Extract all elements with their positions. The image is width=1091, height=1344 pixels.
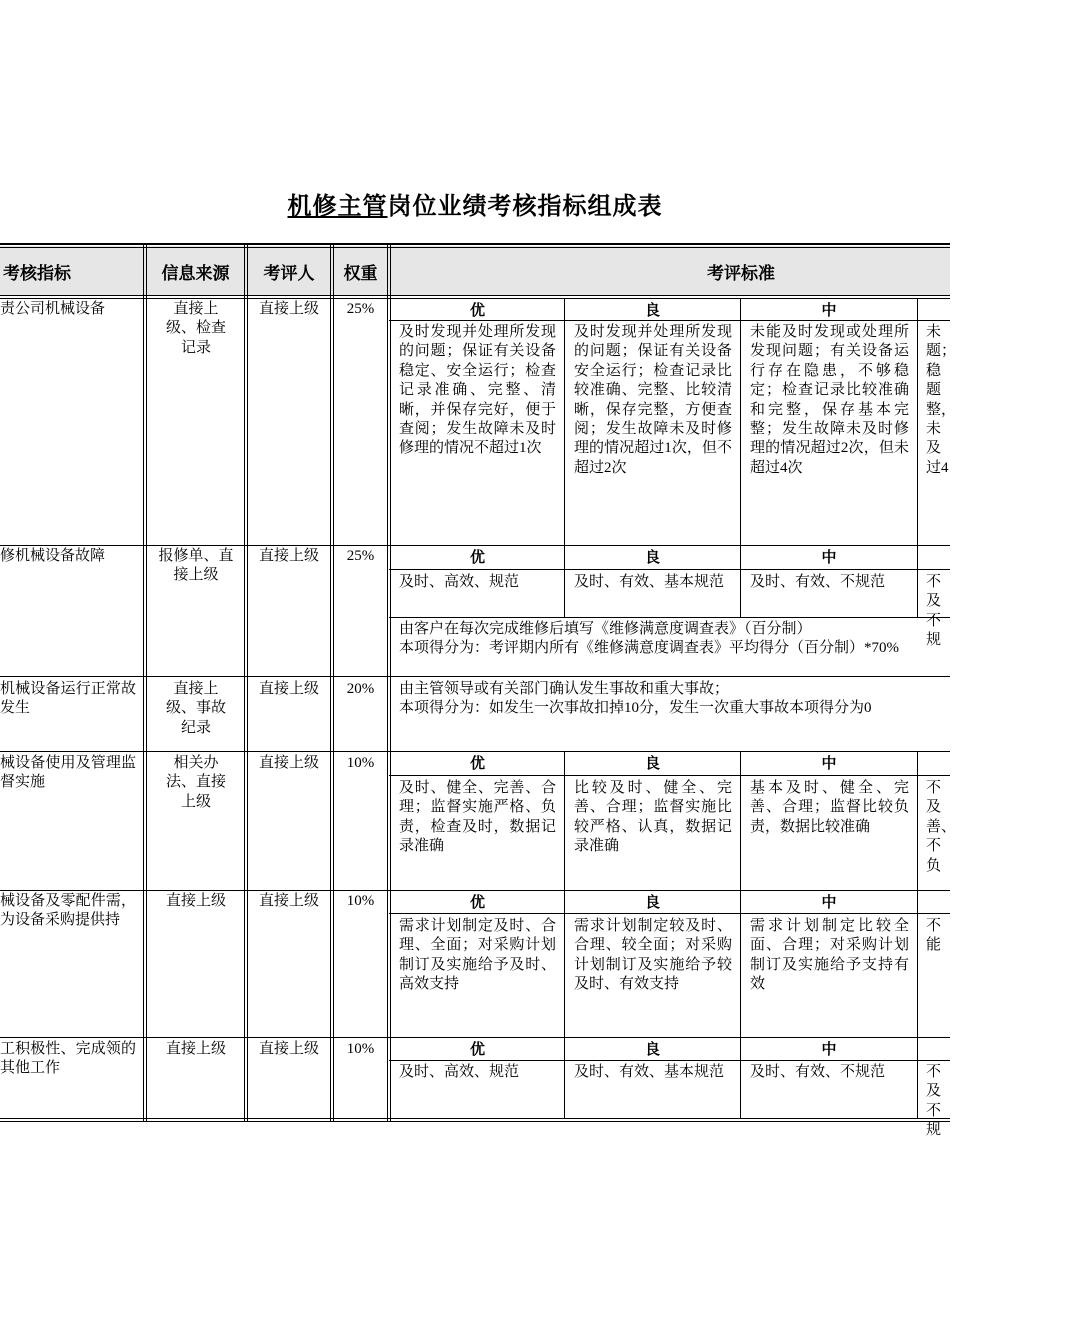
grade-header-line [389,569,950,570]
criteria-poor: 不及 不规 [926,1064,942,1139]
grade-good: 良 [644,754,660,772]
column-divider [146,243,147,1122]
grade-good: 良 [644,1040,660,1058]
grade-divider [917,890,918,1037]
grade-divider [564,298,565,545]
note-line: 由客户在每次完成维修后填写《维修满意度调查表》（百分制） [399,621,812,637]
note-line: 本项得分为：考评期内所有《维修满意度调查表》平均得分（百分制）*70% [399,640,899,656]
note-line: 由主管领导或有关部门确认发生事故和重大事故； [399,681,730,697]
row-weight: 20% [346,681,375,697]
criteria-average: 未能及时发现或处理所发现问题；有关设备运行存在隐患，不够稳定；检查记录比较准确和完整，保存基本完整；发生故障未及时修理的情况超过2次，但未超过4次 [750,324,909,476]
grade-good: 良 [644,893,660,911]
criteria-good: 及时、有效、基本规范 [574,1064,725,1080]
criteria-poor: 不及 善、 不负 [926,780,957,874]
criteria-good: 需求计划制定较及时、合理、较全面；对采购计划制订及实施给予较及时、有效支持 [574,918,732,993]
title-rest: 岗位业绩考核指标组成表 [387,192,663,220]
column-divider [387,243,388,1122]
row-indicator: 械设备使用及管理监督实施 [0,755,136,791]
note-divider [389,617,950,618]
criteria-good: 及时发现并处理所发现的问题；保证有关设备安全运行；检查记录比较准确、完整、比较清晰，保存完整，方便查阅；发生故障未及时修理的情况超过1次，但不超过2次 [574,324,732,476]
criteria-average: 及时、有效、不规范 [750,1064,886,1080]
column-divider [143,243,144,1122]
criteria-good: 比较及时、健全、完善、合理；监督实施比较严格、认真，数据记录准确 [574,780,732,855]
row-indicator: 工积极性、完成领的其他工作 [0,1041,136,1077]
grade-header-line [389,1060,950,1061]
grade-divider [917,545,918,617]
row-indicator: 械设备及零配件需，为设备采购提供持 [0,893,136,929]
criteria-poor: 不能 [926,918,942,954]
grade-excellent: 优 [469,893,485,911]
criteria-average: 及时、有效、不规范 [750,574,886,590]
grade-divider [917,298,918,545]
criteria-poor: 不及 不规 [926,574,942,649]
grade-average: 中 [821,548,837,566]
row-source: 直接上级 [165,893,226,909]
row-weight: 10% [346,755,375,771]
row-source: 报修单、直接上级 [158,548,234,584]
column-divider [390,243,391,1122]
row-source: 直接上级、检查记录 [165,301,226,356]
grade-divider [917,751,918,890]
grade-average: 中 [821,893,837,911]
grade-excellent: 优 [469,754,485,772]
document-title [0,186,950,221]
header-weight: 权重 [343,264,378,284]
grade-good: 良 [644,301,660,319]
grade-divider [740,890,741,1037]
row-indicator: 机械设备运行正常故发生 [0,681,136,717]
note-line: 本项得分为：如发生一次事故扣掉10分，发生一次重大事故本项得分为0 [399,700,872,716]
grade-divider [917,1037,918,1118]
grade-excellent: 优 [469,548,485,566]
row-evaluator: 直接上级 [258,548,319,564]
criteria-good: 及时、有效、基本规范 [574,574,725,590]
row-weight: 25% [346,548,375,564]
criteria-average: 基本及时、健全、完善、合理；监督比较负责，数据比较准确 [750,780,909,835]
grade-header-line [389,320,950,321]
row-weight: 10% [346,1041,375,1057]
grade-header-line [389,913,950,914]
row-evaluator: 直接上级 [258,681,319,697]
criteria-excellent: 及时发现并处理所发现的问题；保证有关设备稳定、安全运行；检查记录准确、完整、清晰，并保存完好，便于查阅；发生故障未及时修理的情况不超过1次 [399,324,556,457]
header-source: 信息来源 [161,264,230,284]
column-divider [244,243,245,1122]
grade-divider [564,890,565,1037]
row-evaluator: 直接上级 [258,893,319,909]
grade-header-line [389,775,950,776]
header-criteria: 考评标准 [707,264,775,284]
row-source: 相关办法、直接上级 [165,755,226,810]
header-evaluator: 考评人 [263,264,315,284]
row-source: 直接上级、事故纪录 [165,681,226,736]
criteria-average: 需求计划制定比较全面、合理；对采购计划制订及实施给予支持有效 [750,918,909,993]
grade-average: 中 [821,754,837,772]
row-weight: 25% [346,301,375,317]
criteria-poor: 未 题； 稳 题 整， 未及 过4 [926,324,957,476]
row-weight: 10% [346,893,375,909]
title-underlined-part: 机修主管 [287,192,388,220]
row-evaluator: 直接上级 [258,1041,319,1057]
criteria-excellent: 及时、健全、完善、合理；监督实施严格、负责，检查及时，数据记录准确 [399,780,556,855]
row-source: 直接上级 [165,1041,226,1057]
grade-excellent: 优 [469,1040,485,1058]
criteria-excellent: 及时、高效、规范 [399,574,520,590]
criteria-excellent: 需求计划制定及时、合理、全面；对采购计划制订及实施给予及时、高效支持 [399,918,556,993]
row-evaluator: 直接上级 [258,755,319,771]
row-indicator: 修机械设备故障 [0,548,106,564]
grade-average: 中 [821,301,837,319]
grade-average: 中 [821,1040,837,1058]
row-evaluator: 直接上级 [258,301,319,317]
header-indicator: 考核指标 [3,264,71,284]
row-indicator: 责公司机械设备 [0,301,106,317]
grade-divider [740,298,741,545]
column-divider [330,243,331,1122]
criteria-excellent: 及时、高效、规范 [399,1064,520,1080]
grade-good: 良 [644,548,660,566]
grade-excellent: 优 [469,301,485,319]
